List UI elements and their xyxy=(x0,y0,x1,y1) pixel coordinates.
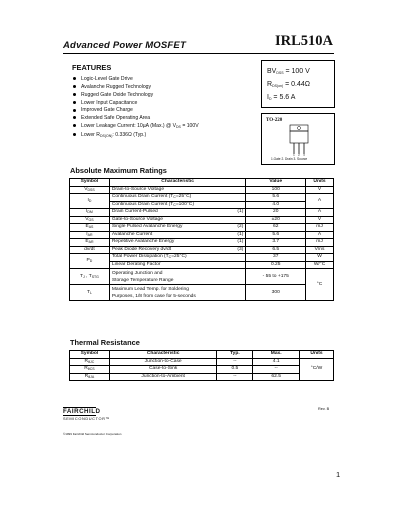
abs-max-table xyxy=(69,178,334,301)
table-row: $V_{DSS}$ Drain-to-Source Voltage 100 V xyxy=(70,186,334,194)
thermal-table xyxy=(69,350,334,381)
to220-package-icon xyxy=(286,124,312,156)
feature-item: Rugged Gate Oxide Technology xyxy=(73,92,199,100)
bullet-icon xyxy=(73,124,76,127)
part-number: IRL510A xyxy=(274,33,333,49)
table-row: $P_D$ Total Power Dissipation $(T_C=25^\circ C)$ 37 W xyxy=(70,254,334,262)
spec-bvdss: $BV_{DSS} = 100$ V xyxy=(267,68,310,75)
table-row: Linear Derating Factor 0.25 W/°C xyxy=(70,261,334,269)
table-row: $R_{\theta JC}$ Junction-to-Case -- 4.1 °C/W xyxy=(70,358,334,366)
revision: Rev. B xyxy=(318,407,330,411)
table-row: $E_{AS}$ Single Pulsed Avalanche Energy (2) 62 mJ xyxy=(70,224,334,232)
table-row: $I_D$ Continuous Drain Current $(T_C=25^\circ C)$ 5.6 A xyxy=(70,194,334,202)
bullet-icon xyxy=(73,101,76,104)
bullet-icon xyxy=(73,93,76,96)
abs-max-heading: Absolute Maximum Ratings xyxy=(70,166,167,175)
table-row: $R_{\theta JA}$ Junction-to-Ambient -- 62.5 xyxy=(70,373,334,381)
bullet-icon xyxy=(73,116,76,119)
table-row: $I_{AR}$ Avalanche Current (1) 5.6 A xyxy=(70,231,334,239)
package-label: TO-220 xyxy=(266,118,283,123)
feature-item: Logic-Level Gate Drive xyxy=(73,76,199,84)
header-rule xyxy=(63,53,334,54)
pin-label: 3 xyxy=(303,154,305,156)
bullet-icon xyxy=(73,133,76,136)
spec-id: $I_D = 5.6$ A xyxy=(267,94,296,101)
features-list xyxy=(73,76,199,141)
spec-rdson: $R_{DS(on)} = 0.44\Omega$ xyxy=(267,81,310,88)
package-caption: 1.Gate 2. Drain 3. Source xyxy=(271,157,308,161)
pin-label: 2 xyxy=(298,154,300,156)
feature-item: Improved Gate Charge xyxy=(73,107,199,115)
features-heading: FEATURES xyxy=(72,63,112,72)
table-row: $T_J$ , $T_{STG}$ Operating Junction and Storage Temperature Range - 55 to +175 °C xyxy=(70,269,334,285)
table-row: $V_{GS}$ Gate-to-Source Voltage ±20 V xyxy=(70,216,334,224)
table-row: $I_{DM}$ Drain Current-Pulsed (1) 20 A xyxy=(70,209,334,217)
feature-item: Avalanche Rugged Technology xyxy=(73,84,199,92)
feature-item: Lower $R_{DS(ON)}$: 0.336Ω (Typ.) xyxy=(73,132,199,141)
thermal-heading: Thermal Resistance xyxy=(70,338,140,347)
bullet-icon xyxy=(73,85,76,88)
key-specs-box xyxy=(261,60,335,108)
package-box xyxy=(261,113,335,165)
bullet-icon xyxy=(73,109,76,112)
feature-item: Lower Input Capacitance xyxy=(73,100,199,108)
feature-item: Extended Safe Operating Area xyxy=(73,115,199,123)
table-header-row: Symbol Characteristic Value Units xyxy=(70,179,334,187)
header-title: Advanced Power MOSFET xyxy=(63,40,186,51)
table-row: $E_{AR}$ Repetitive Avalanche Energy (1) 3.7 mJ xyxy=(70,239,334,247)
table-row: $T_L$ Maximum Lead Temp. for Soldering Purposes, 1/8 from case for 5-seconds 300 xyxy=(70,285,334,301)
page-number: 1 xyxy=(336,470,341,479)
copyright: ©1999 Fairchild Semiconductor Corporation xyxy=(63,432,122,436)
fairchild-logo: FAIRCHILD SEMICONDUCTOR™ xyxy=(63,408,111,421)
feature-item: Lower Leakage Current: 10µA (Max.) @ $V_{DS} = 100V$ xyxy=(73,123,199,132)
table-row: Continuous Drain Current $(T_C=100^\circ C)$ 4.0 xyxy=(70,201,334,209)
bullet-icon xyxy=(73,77,76,80)
table-row: dv/dt Peak Diode Recovery dv/dt (3) 6.5 V/ns xyxy=(70,246,334,254)
table-header-row: Symbol Characteristic Typ. Max. Units xyxy=(70,351,334,359)
pin-label: 1 xyxy=(293,154,295,156)
table-row: $R_{\theta CS}$ Case-to-Sink 0.5 -- xyxy=(70,366,334,374)
